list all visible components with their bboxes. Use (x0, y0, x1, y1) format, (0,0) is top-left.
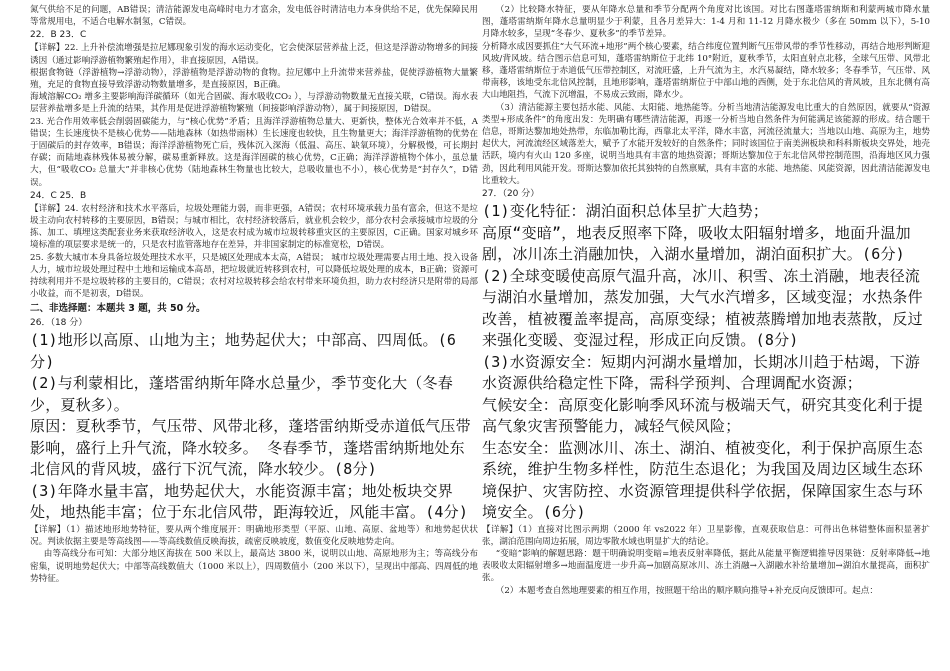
handwritten-answer-line: 生态安全：监测冰川、冻土、湖泊、植被变化，利于保护高原生态系统，维护生物多样性，防范生态退化；为我国及周边区域生态环境保护、灾害防控、水资源管理提供科学依据，保障国家生态与环境安全。(6分) (482, 438, 923, 522)
paragraph: （2）本题考查自然地理要素的相互作用，按照题干给出的顺序顺向推导+补充反向反馈即可。起点： (495, 585, 878, 596)
answer-line: 24．C 25．B (30, 190, 87, 201)
explanation-paragraph: 【详解】（1）直接对比图示两期（2000 年 vs2022 年）卫星影像，直观获取信息：可得出色林错整体面积显著扩张，湖泊范围向周边拓展，周边零散水域也明显扩大的结论。 (482, 524, 930, 547)
explanation-paragraph: 【详解】（1）描述地形地势特征，要从两个维度展开：明确地形类型（平原、山地、高原、盆地等）和地势起伏状况。判读依据主要是等高线图——等高线数值反映海拔，疏密反映坡度，数值变化反映地势走向。 (30, 524, 478, 548)
handwritten-answer-line: 原因：夏秋季节，气压带、风带北移，蓬塔雷纳斯受赤道低气压带影响，盛行上升气流，降水较多。 冬春季节，蓬塔雷纳斯地处东北信风的背风坡，盛行下沉气流，降水较少。(8分) (30, 417, 471, 479)
handwritten-answer-line: (1)地形以高原、山地为主；地势起伏大；中部高、四周低。(6分) (30, 331, 457, 371)
paragraph: 分析降水成因要抓住“大气环流+地形”两个核心要素，结合纬度位置判断气压带风带的季节性移动，再结合地形判断迎风坡/背风坡。结合图示信息可知，蓬塔雷纳斯位于北纬 10°附近，夏秋季节，太阳直射点北移，全球气压带、风带北移，蓬塔雷纳斯位于赤道低气压带控制区，对流旺盛，上升气流为主，水汽易凝结，降水较多；冬春季节，气压带、风带南移，该地受东北信风控制，且地形影响，蓬塔雷纳斯位于中部山地的西侧，处于东北信风的背风坡，且东北侧有高大山地阻挡，气流下沉增温，不易成云致雨，降水少。 (482, 41, 930, 101)
paragraph: 氮气供给不足的问题，AB错误；清洁能源发电高峰时电力才富余，发电低谷时清洁电力本身供给不足，优先保障民用等常规用电，不适合电解水制氢，C错误。 (30, 5, 478, 28)
right-column (482, 4, 930, 668)
handwritten-answer-line: (2)全球变暖使高原气温升高，冰川、积雪、冻土消融，地表径流与湖泊水量增加，蒸发加强，大气水汽增多，区域变湿；水热条件改善，植被覆盖率提高，高原变绿；植被蒸腾增加地表蒸散，反过来强化变暖、变湿过程，形成正向反馈。(8分) (482, 266, 923, 350)
handwritten-answer-line: (3)年降水量丰富，地势起伏大，水能资源丰富；地处板块交界处，地热能丰富；位于东北信风带，距海较近，风能丰富。(4分) (30, 481, 469, 522)
handwritten-answer-line: 气候安全：高原变化影响季风环流与极端天气，研究其变化利于提高气象灾害预警能力，减轻气候风险； (482, 395, 923, 436)
paragraph: “变暗”影响的解题思路：题干明确说明变暗=地表反射率降低，据此从能量平衡逻辑推导因果链：反射率降低→地表吸收太阳辐射增多→地面温度进一步升高→加剧高原冰川、冻土消融→入湖融水补给量增加→湖泊水量提高，面积扩张。 (482, 548, 930, 584)
paragraph: 海域溶解CO₂ 增多主要影响海洋碳循环（如光合固碳、海水吸收CO₂ ），与浮游动物数量无直接关联，C错误。海水表层营养盐增多是上升流的结果，其作用是促进浮游植物繁殖（间接影响浮游动物），属于间接原因，D错误。 (30, 92, 478, 115)
question-number: 27．（20 分） (482, 189, 540, 200)
handwritten-answer-line: (1)变化特征：湖泊面积总体呈扩大趋势； (482, 202, 769, 221)
left-column (30, 4, 478, 668)
paragraph: 由等高线分布可知：大部分地区海拔在 500 米以上，最高达 3800 米，说明以山地、高原地形为主；等高线分布密集，说明地势起伏大；中部等高线数值大（1000 米以上），四周数值小（200 米以下），呈现出中部高、四周低的地势特征。 (30, 549, 478, 584)
paragraph: 23. 光合作用效率低会削弱固碳能力，与“核心优势”矛盾；且海洋浮游植物总量大、更新快，整体光合效率并不低，A错误；生长速度快不是核心优势——陆地森林（如热带雨林）生长速度也较快，且生物量更大；海洋浮游植物的优势在于固碳后的封存效率，B错误；海洋浮游植物死亡后，残体沉入深海（低温、高压、缺氧环境），分解极慢，可长期封存碳；而陆地森林残体易被分解，碳易重新释放。这是海洋固碳的核心优势，C正确；海洋浮游植物个体小，虽总量大，但“吸收CO₂ 总量大”并非核心优势（陆地森林生物量也比较大，总吸收量也不小），核心优势是“封存久”，D错误。 (30, 116, 478, 188)
handwritten-answer-line: (2)与利蒙相比，蓬塔雷纳斯年降水总量少，季节变化大（冬春少，夏秋多）。 (30, 374, 453, 414)
paragraph: 根据食物链（浮游植物→浮游动物），浮游植物是浮游动物的食物。拉尼娜中上升流带来营养盐，促使浮游植物大量繁殖，充足的食物直接导致浮游动物数量增多，是直接原因，B正确。 (30, 67, 478, 91)
answer-line: 22．B 23．C (30, 30, 87, 41)
section-heading: 二、非选择题：本题共 3 题，共 50 分。 (30, 303, 206, 315)
handwritten-answer-line: 高原“变暗”，地表反照率下降，吸收太阳辐射增多，地面升温加剧，冰川冻土消融加快，入湖水量增加，湖泊面积扩大。(6分) (482, 223, 911, 264)
paragraph: （3）清洁能源主要包括水能、风能、太阳能、地热能等。分析当地清洁能源发电比重大的自然原因，就要从“资源类型+形成条件”的角度出发：先明确有哪些清洁能源，再逐一分析当地自然条件为何能满足该能源的形成。结合题干信息，哥斯达黎加地处热带，东临加勒比海，西靠北太平洋，降水丰富，河流径流量大；当地以山地、高原为主，地势起伏大，河流流经区域落差大，赋予了水能开发较好的自然条件；同时该国位于南美洲板块和科科斯板块交界处，地壳活跃，境内有火山 120 多座，说明当地具有丰富的地热资源；哥斯达黎加位于东北信风带控制范围，沿海地区风力强劲，因此利用风能开发。哥斯达黎加依托其独特的自然禀赋，具有丰富的水能、地热能、风能资源，因此清洁能源发电比重较大。 (482, 102, 930, 186)
paragraph: （2）比较降水特征，要从年降水总量和季节分配两个角度对比该国。对比右图蓬塔雷纳斯和利蒙两城市降水量图，蓬塔雷纳斯年降水总量明显少于利蒙，且各月差异大：1-4 月和 11-12 月降水极少（多在 50mm 以下），5-10 月降水较多，呈现“冬春少、夏秋多”的季节差异。 (482, 5, 930, 40)
paragraph: 25. 多数大城市本身具备垃圾处理技术水平，只是城区处理成本太高，A错误； 城市垃圾处理需要占用土地、投入设备人力，城市垃圾处理过程中土地和运输成本高昂，把垃圾就近转移到农村，可以降低垃圾处理的成本，B正确；资源可持续利用并不是垃圾转移的主要目的，C错误；农村对垃圾转移会给农村带来环境负担，助力农村经济只是附带的局部小收益，而不是初衷，D错误。 (30, 252, 478, 300)
explanation-paragraph: 【详解】24. 农村经济和技术水平落后，垃圾处理能力弱，而非更强，A错误；农村环境承载力虽有富余，但这不是垃圾主动向农村转移的主要原因，B错误；与城市相比，农村经济较落后，就业机会较少，部分农村会承接城市垃圾的分拣、加工、填埋这类配套业务来获取经济收入，这是农村成为城市垃圾转移重灾区的主要原因，C正确。国家对城乡环境标准的项层要求是统一的，只是农村监管落地存在差异，并非国家制定的标准宽松，D错误。 (30, 203, 478, 251)
handwritten-answer-line: (3)水资源安全：短期内河湖水量增加，长期冰川趋于枯竭，下游水资源供给稳定性下降，需科学预判、合理调配水资源； (482, 352, 921, 393)
question-number: 26．（18 分） (30, 318, 88, 329)
explanation-paragraph: 【详解】22. 上升补偿流增强是拉尼娜现象引发的海水运动变化，它会使深层营养盐上泛，但这是浮游动物增多的间接诱因（通过影响浮游植物繁殖起作用），非直接原因，A错误。 (30, 43, 478, 66)
